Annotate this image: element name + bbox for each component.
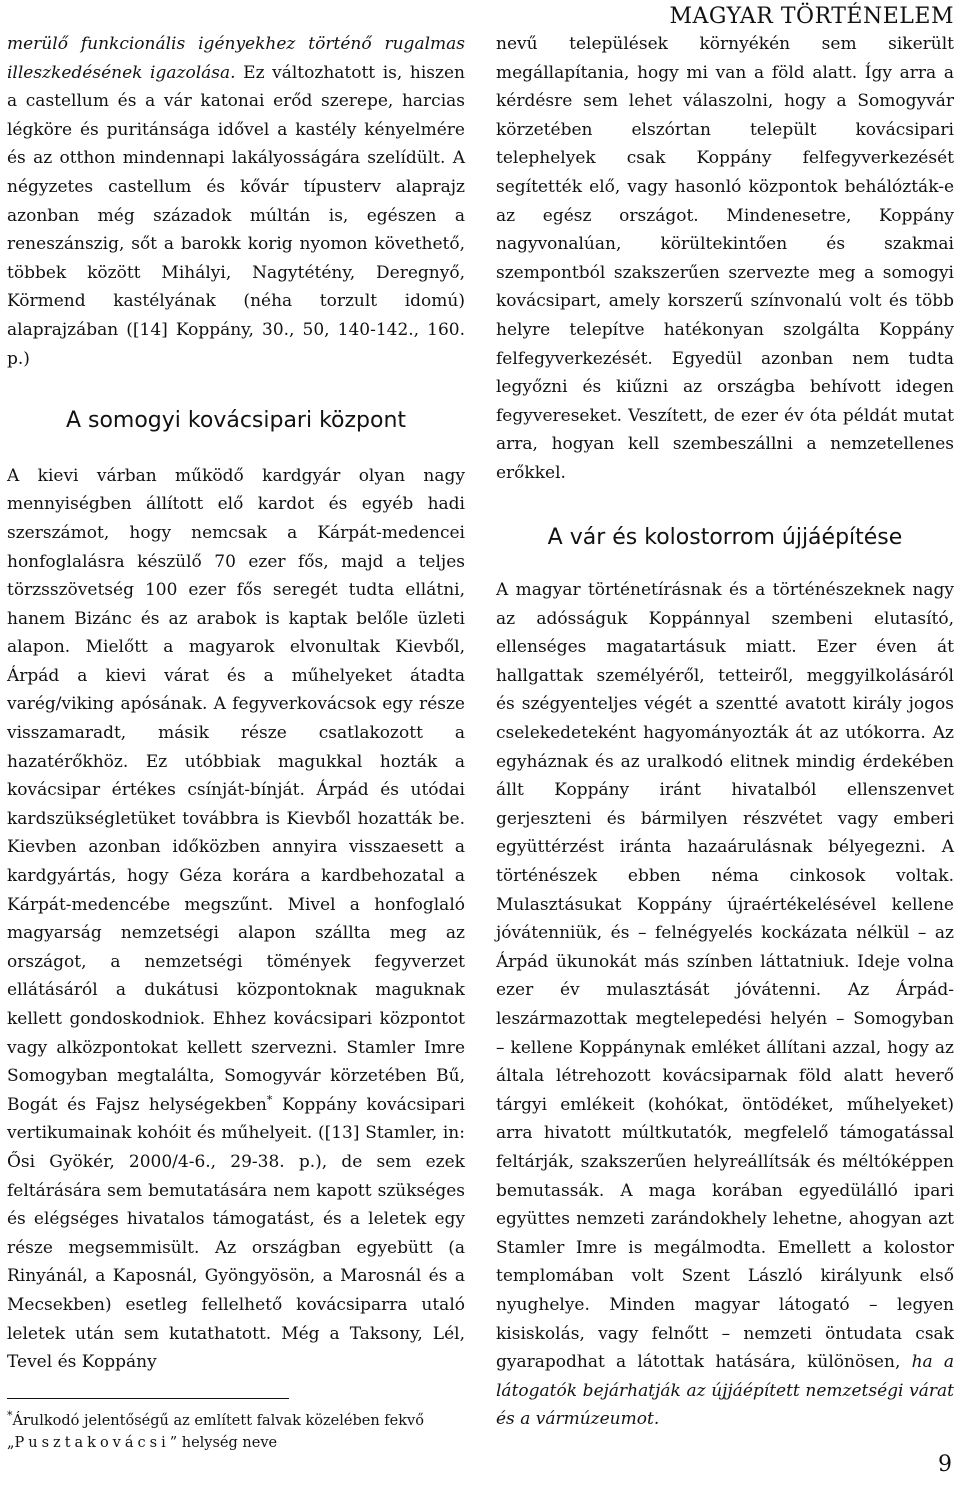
- left-body-text-a: A kievi várban működő kardgyár olyan nagy mennyiségben állított elő kardot és egyéb hadi szerszámot, hogy nemcsak a Kárpát-medencei honfoglalásra készülő 70 ezer fős, majd a teljes törzsszövetség 100 ezer fős seregét tudta ellátni, hanem Bizánc és az arabok is kaptak belőle üzleti alapon. Mielőtt a magyarok elvonultak Kievből, Árpád a kievi várat és a műhelyeket átadta varég/viking apósának. A fegyverkovácsok egy része visszamaradt, másik része csatlakozott a hazatérőkhöz. Ez utóbbiak magukkal hozták a kovácsipar értékes csínját-bínját. Árpád és utódai kardszükségletüket továbbra is Kievből hozatták be. Kievben azonban időközben annyira visszaesett a kardgyártás, hogy Géza korára a kardbehozatal a Kárpát-medencébe megszűnt. Mivel a honfoglaló magyarság nemzetségi alapon szállta meg az országot, a nemzetségi tömények fegyverzet ellátásáról a dukátusi központoknak maguknak kellett gondoskodniok. Ehhez kovácsipari központot vagy alközpontokat kellett szervezni. Stamler Imre Somogyban megtalálta, Somogyvár körzetében Bű, Bogát és Fajsz helységekben: [7, 465, 465, 1115]
- right-paragraph-2-text: A magyar történetírásnak és a történészeknek nagy az adósságuk Koppánnyal szembeni elutasító, ellenséges magatartásuk miatt. Ezer éven át hallgattak személyéről, tetteiről, meggyilkolásáról és szégyenteljes végét a szentté avatott király jogos cselekedeteként hagyományozták át az utókorra. Az egyháznak és az uralkodó elitnek mindig érdekében állt Koppány iránt hivatalból ellenszenvet gerjeszteni és bármilyen részvétet vagy emberi együttérzést iránta hazaárulásnak bélyegezni. A történészek ebben néma cinkosok voltak. Mulasztásukat Koppány újraértékelésével kellene jóvátenniük, és – felnégyelés kockázata nélkül – az Árpád ükunokát más színben láttatniuk. Ideje volna ezer év mulasztását jóvátenni. Az Árpád-leszármazottak megtelepedési helyén – Somogyban – kellene Koppánynak emléket állítani azzal, hogy az általa létrehozott kovácsiparnak föld alatt heverő tárgyi emlékeit (kohókat, öntödéket, műhelyeket) arra hivatott múltkutatók, megfelelő támogatással feltárják, szakszerűen helyreállítsák és méltóképpen bemutassák. A maga korában egyedülálló ipari együttes nemzeti zarándokhely lehetne, ahogyan azt Stamler Imre is megálmodta. Emellett a kolostor templomában volt Szent László királyunk első nyughelye. Minden magyar látogató – legyen kisiskolás, vagy felnőtt – nemzeti öntudata csak gyarapodhat a látottak hatására, különösen,: [496, 580, 954, 1373]
- footnote-closing: ” helység neve: [169, 1435, 278, 1451]
- footnote-place-name: Pusztakovácsi: [14, 1435, 170, 1451]
- footnote-divider: [7, 1398, 289, 1399]
- left-body-text-b: Koppány kovácsipari vertikumainak kohóit és műhelyeit. ([13] Stamler, in: Ősi Gyökér, 2000/4-6., 29-38. p.), de sem ezek feltárására sem bemutatására nem kapott szükséges és elégséges hivatalos támogatást, és a leletek egy része megsemmisült. Az országban egyebütt (a Rinyánál, a Kaposnál, Gyöngyösön, a Marosnál és a Mecsekben) esetleg fellelhető kovácsiparra utaló leletek után sem kutathatott. Még a Taksony, Lél, Tevel és Koppány: [7, 1094, 465, 1373]
- page-number: 9: [938, 1452, 952, 1477]
- left-intro-text: Ez változhatott is, hiszen a castellum és a vár katonai erőd szerepe, harcias légköre és puritánsága idővel a kastély kényelmére és az otthon mindennapi lakályosságára szelídült. A négyzetes castellum és kővár típusterv alaprajz azonban még századok múltán is, egészen a reneszánszig, sőt a barokk korig nyomon követhető, többek között Mihályi, Nagytétény, Deregnyő, Körmend kastélyának (néha torzult idomú) alaprajzában ([14] Koppány, 30., 50, 140-142., 160. p.): [7, 62, 465, 369]
- footnote-text: Árulkodó jelentőségű az említett falvak közelében fekvő: [12, 1413, 424, 1429]
- right-paragraph-1: nevű települések környékén sem sikerült megállapítania, hogy mi van a föld alatt. Így arra a kérdésre sem lehet válaszolni, hogy a Somogyvár körzetében elszórtan települt kovácsipari telephelyek csak Koppány felfegyverkezését segítették elő, vagy hasonló központok behálózták-e az egész országot. Mindenesetre, Koppány nagyvonalúan, körültekintően és szakmai szempontból szakszerűen szervezte meg a somogyi kovácsipart, amely korszerű színvonalú volt és több helyre telepítve hatékonyan szolgálta Koppány felfegyverkezését. Egyedül azonban nem tudta legyőzni és kiűzni az országba behívott idegen fegyvereseket. Veszített, de ezer év óta példát mutat arra, hogyan kell szembeszállni a nemzetellenes erőkkel.: [496, 34, 954, 483]
- right-paragraph-2: [496, 576, 954, 1434]
- footnote-reference: *: [266, 1093, 273, 1107]
- left-intro-italic: merülő funkcionális igényekhez történő rugalmas illeszkedésének igazolása.: [7, 34, 465, 83]
- footnote-mark: *: [7, 1409, 13, 1423]
- right-column: [496, 30, 954, 1434]
- running-header: MAGYAR TÖRTÉNELEM: [669, 4, 954, 29]
- left-intro-paragraph: [7, 30, 465, 373]
- right-paragraph-2-italic: ha a látogatók bejárhatják az újjáépített nemzetségi várat és a vármúzeumot.: [496, 1352, 955, 1430]
- footnote-open-quote: „: [7, 1435, 15, 1451]
- section-heading-ujjaepites: A vár és kolostorrom újjáépítése: [547, 524, 903, 550]
- section-heading-kovacsipar: A somogyi kovácsipari központ: [65, 408, 407, 434]
- footnote: [7, 1410, 465, 1454]
- left-body-paragraph: [7, 462, 465, 1377]
- left-column: [7, 30, 465, 1377]
